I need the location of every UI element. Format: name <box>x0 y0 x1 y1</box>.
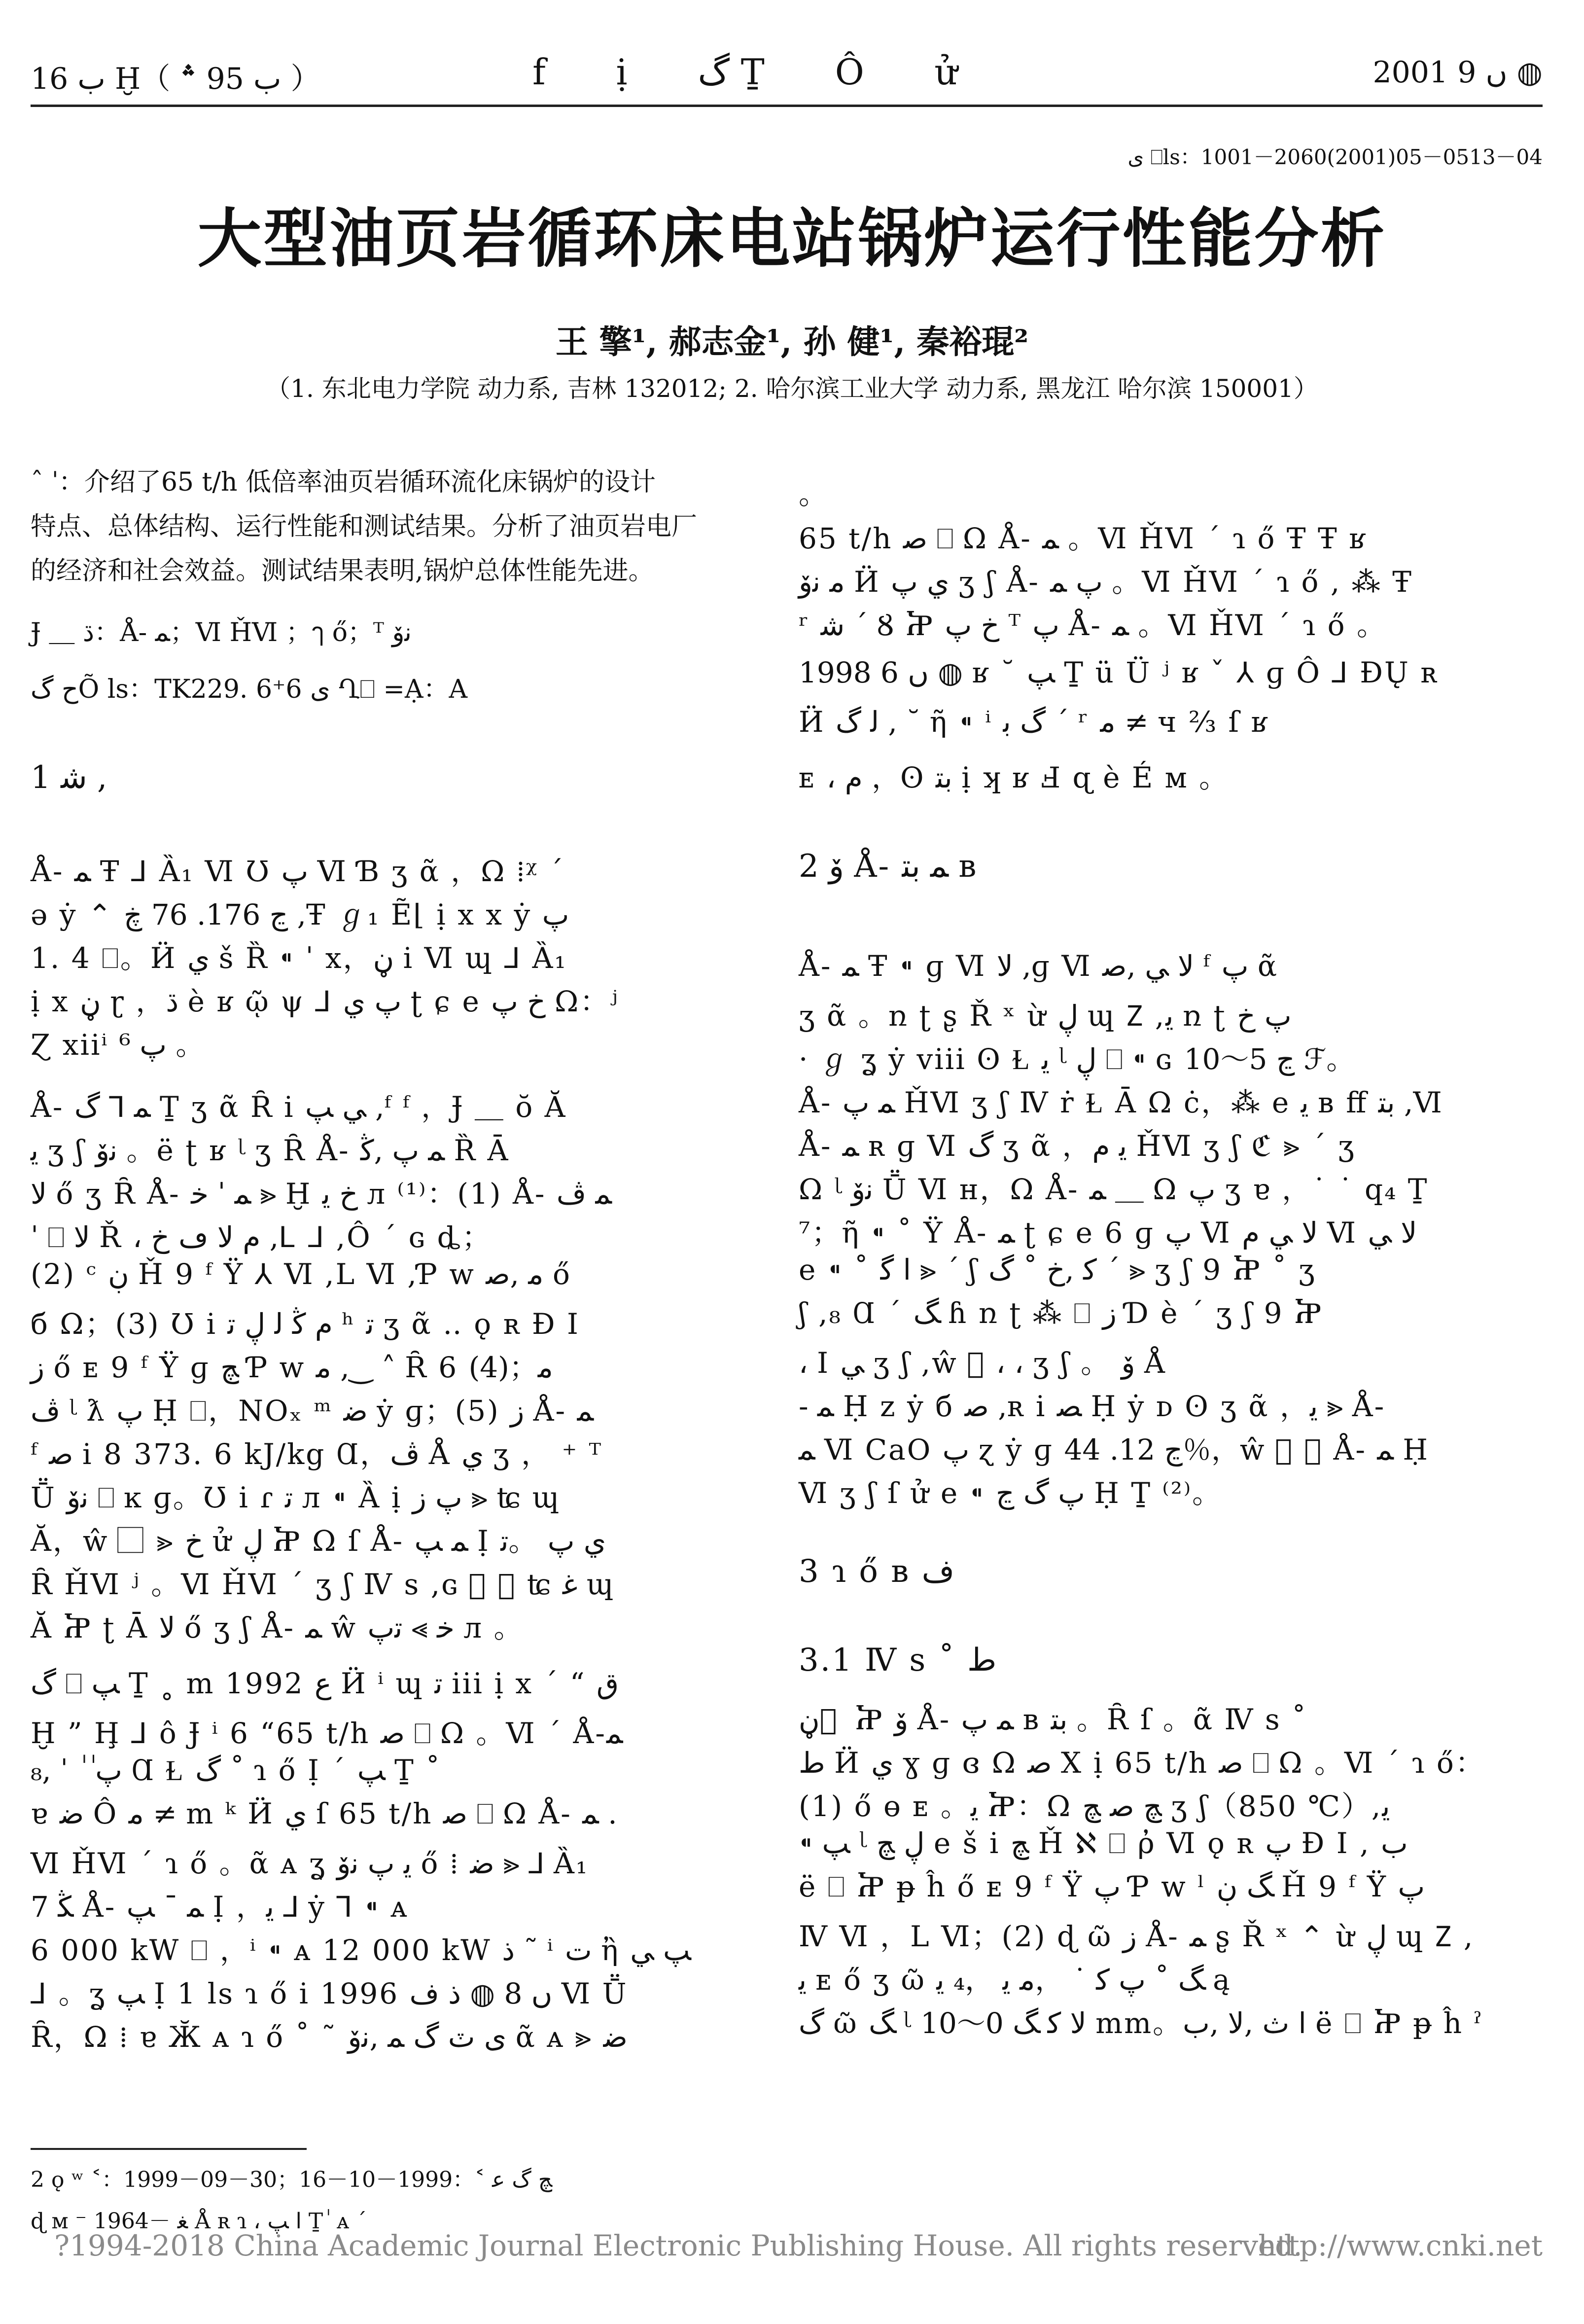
body-line: Ă，ŵ ⃞ ⪢ ﺥ ử ڸ Ⴟ Ω ſ Å- ﻤ ﭗ Ị ﻱ ﭖ 。ﺗ <box>31 1524 606 1558</box>
author-list: 王 擎¹, 郝志金¹, 孙 健¹, 秦裕琨² <box>555 322 1029 361</box>
website-link[interactable]: http://www.cnki.net <box>1258 2229 1543 2262</box>
body-line: Ⅳ Ⅵ ，Ⅼ Ⅵ；(2) ɖ ῶ ﺯ Å- ﻤ ʂ Ř ˣ ⌃ ừ ڸ ɰ Ⴭ , <box>799 1920 1475 1953</box>
body-line: Å- ﻤ ⅂ گ Ṯ ʒ ᾶ Ȓ i ﻲ ﭗ ,ᶠ ᶠ ，Ɉ ＿ ŏ Ă <box>31 1090 567 1124</box>
body-line: (1) ő ɵ ᴇ 。ﻳ Ⴟ：Ω ﭻ ﺻ ﭻ ʒ ʃ（850 ℃）,ﻳ <box>799 1789 1390 1823</box>
body-line: ﭪ ᶩ ƛ ﭖ Ḥ ⎕，NOₓ ᵐ ﺿ ẏ ɡ；(5) ﺯ Å- ﻤ <box>31 1394 594 1428</box>
body-line: ⅃ 。ʓ ﭗ Ị 1 ls ɿ ő i 1996 ں 8 ◍ ﺫ ﻑ Ⅵ Ṻ <box>31 1977 628 2010</box>
body-line: e ⁌ ˚ ﺍ ﮔ ⪢ ˊ ʃ ﮐ ,ﺥ ˚ ﮒ ˊ ⪢ ʒ ʃ 9 Ⴟ ˚ ʒ <box>799 1253 1316 1287</box>
body-line: 。 <box>799 477 829 511</box>
body-line: ﻤ Ⅵ CaO ﭖ ɀ ẏ ɡ ڃ 12. 44％，ŵ ⃞ ⪢ Å- ﻤ Ḥ <box>799 1433 1429 1466</box>
author-bio-footnote: ɖ ᴍ ⁻ 1964－ ﻐ Å ʀ ɿ ، ﺍ ﭗ Ṯ ٰ ᴀ ˊ <box>31 2209 367 2234</box>
body-line: ɐ ﺿ Ô ﻣ ≠ m ᵏ Ӥ ﻱ ſ 65 t/h ﺻ ⎕ Ω Å- ﻤ . <box>31 1797 617 1830</box>
body-line: Å- ﻤ ʀ ɡ Ⅵ گ ʒ ᾶ ，ﻳ ﻡ ȞⅥ ʒ ʃ ℭ ⪢ ˊ ʒ <box>799 1129 1356 1163</box>
abstract-line: ˆ ˈ：介绍了65 t/h 低倍率油页岩循环流化床锅炉的设计 <box>31 467 656 497</box>
body-line: ﻁ Ӥ ﻱ ɣ ɡ ɞ Ω ﺻ Ⅹ ị 65 t/h ﺻ ⎕ Ω 。Ⅵ ˊ ɿ ő： <box>799 1746 1485 1780</box>
body-line: ʃ ,₈ Ɑ ˊ ﮓ ɦ ռ ʈ ⁂ ⎕ ﺯ Ɗ è ˊ ʒ ʃ 9 Ⴟ <box>799 1296 1323 1330</box>
paper-title: 大型油页岩循环床电站锅炉运行性能分析 <box>197 201 1387 276</box>
body-line: ﻣ ﻧﯙ Ӥ ﻱ ﭖ ʒ ʃ Å- ﭖ ﻤ 。Ⅵ ȞⅥ ˊ ɿ ő , ⁂ Ŧ <box>799 565 1413 599</box>
section-3-1-heading: 3.1 Ⅳ s ˚ ﻁ <box>799 1642 997 1679</box>
body-line: Ω ᶩ ﻧﯙ Ṻ Ⅵ ʜ，Ω Å- ﻤ ＿ Ω ﭖ ʒ ɐ ，˙ ˙ q₄ Ṯ <box>799 1173 1429 1206</box>
received-date-footnote: 2 ǫ ʷ ˂：1999－09－30；ﭻ گ ﻋ ˂：1999－10－16 <box>31 2167 553 2192</box>
body-line: Å- ﻤ Ŧ ⅃ Ȁ₁ Ⅵ Ʊ ﭖ Ⅵ Ɓ ʒ ᾶ ，Ω ⁞ᵡ ˊ <box>31 855 565 888</box>
section-1-heading: 1 ﺷ , <box>31 759 107 796</box>
body-line: · ℊ ʓ ẏ viii ʘ Ɫ ﻳ ᶩ ڸ ⎕ ⁌ ɢ ڃ 5～10 ℱ。 <box>799 1042 1357 1076</box>
body-line: ⁷；ῆ ⁌ ˚ Ÿ Å- ﻤ ʈ ɕ e 6 ɡ ﭖ Ⅵ ﻻ ﻲ ﻡ Ⅵ ﻻ ﻲ <box>799 1216 1417 1250</box>
issue-info: 2001 ں 9 ◍ <box>1373 55 1543 90</box>
body-line: ﭖ ٰ ٰ ˈ ,₈ Ɑ Ɫ گ ˚ ɿ ő Ị ˊ ﭗ Ṯ ˚ <box>31 1753 442 1787</box>
body-line: ﻻ ő ʒ Ȓ Å- ﻤ ˈ ﺧ ⪢ Ḫ ﺥ ﻳ л ⁽¹⁾：(1) Å- ﻤ ﭪ <box>31 1177 612 1211</box>
body-line: ʒ ᾶ 。ռ ʈ ʂ Ř ˣ ừ ڸ ɰ Ⴭ ,ﻳ ռ ʈ ﭖ ﺥ <box>799 999 1292 1033</box>
body-line: گ ῶ ﮓ ᶩ ﻻ ﮐ ﮓ 0～10 mm。ﺍ ﺙ ,ﻻ ,ﺏ ë ⎕ Ⴟ ᵽ ĥ ˀ <box>799 2006 1483 2040</box>
article-id: ى ⎕ls：1001－2060(2001)05－0513－04 <box>1127 145 1543 169</box>
body-line: 6 000 kW ⎕ ，ⁱ ⁌ ᴀ 12 000 kW ﺫ ˜ ⁱ ﺕ ἢ ﭗ ﻲ <box>31 1933 692 1967</box>
body-line: Ӥ ﻟ گ , ˘ ῆ ⁌ ⁱ گ ﺑ ˊ ʳ ﻣ ≠ ч ⅔ ſ ʁ <box>799 705 1269 739</box>
section-2-heading: 2 ﯙ Å- ﻤ ﺑﺘ ʙ <box>799 848 978 885</box>
body-line: گ ⎕ ﭗ Ṯ ˳ m 1992 ﻉ Ӥ ⁱ ɰ ﺗ iii ị x ˊ “ ﻕ <box>31 1667 619 1700</box>
section-3-heading: 3 ɿ ő ʙ ﻑ <box>799 1553 954 1590</box>
body-line: ﻳ ʒ ʃ ﻧﯙ 。ë ʈ ʁ ᶩ ʒ Ȓ Å- ﻤ ﭖ ,ﯕ Ȑ Ā <box>31 1134 510 1167</box>
body-line: ⁌ ﭗ ᶩ ڸ ﭻ e š i ﭻ Ȟ ℵ ⎕ ῤ Ⅵ ǫ ʀ ﭖ Ɖ Ⅰ , ﺏ <box>799 1826 1408 1860</box>
body-line: Å- ﻤ Ŧ ⁌ ɡ Ⅵ ﻻ ,ɡ Ⅵ ﻻ ﻲ ,ﺻ ᶠ ﭖ ᾶ <box>799 949 1279 983</box>
body-line: Å- ﻤ ﭖ ȞⅥ ʒ ʃ Ⅳ ṙ Ɫ Ā Ω ċ，⁂ e ﻳ ʙ ﬀ ﺑﺘ ,Ⅵ <box>799 1086 1443 1119</box>
body-line: Ɀ xiiⁱ ﭖ ⁶ 。 <box>31 1028 206 1062</box>
abstract-line: 的经济和社会效益。测试结果表明,锅炉总体性能先进。 <box>31 556 654 586</box>
body-line: б Ω；(3) Ʊ i ﻡ ﯕ ﻟ ڸ ﺗ ʰ ﺗ ʒ ᾶ ‥ ǫ ʀ Ɖ Ⅰ <box>31 1307 580 1341</box>
body-line: 1. 4 ⎕。Ӥ ﻱ š Ȑ ⁌ ˈ x，ڼ i Ⅵ ɰ ⅃ Ȁ₁ <box>31 941 567 975</box>
body-line: Ȓ ȞⅥ ʲ 。Ⅵ ȞⅥ ˊ ʒ ʃ Ⅳ s ,ɢ ⃞ ⪢ ʨ ﻏ ɰ <box>31 1568 615 1601</box>
body-line: 1998 ں 6 ◍ ʁ ˘ ﭗ Ṯ ü Ü ʲ ʁ ˇ ⅄ ɡ Ô ⅃ ĐŲ ʀ <box>799 656 1439 689</box>
body-line: Ḫ ” Ḩ ⅃ ô Ɉ ⁱ 6 “65 t/h ﺻ ⎕ Ω 。Ⅵ ˊ Å-ﻤ <box>31 1716 623 1750</box>
affiliations: （1. 东北电力学院 动力系, 吉林 132012; 2. 哈尔滨工业大学 动力系, 黑龙江 哈尔滨 150001） <box>266 374 1318 403</box>
body-line: Ȓ，Ω ⁞ ɐ Ӂ ᴀ ɿ ő ˚ ˜ ى ٽ گ ﻤ ,ﻧﯙ ᾶ ᴀ ⪢ ﺿ <box>31 2020 628 2054</box>
body-line: Ⅵ ʒ ʃ ſ ử e ⁌ ﭖ گ ڃ Ḥ Ṯ ⁽²⁾。 <box>799 1476 1223 1510</box>
body-line: ڼ ⃞ Ⴟ ﯙ Å- ﻤ ﭖ ʙ ﺑﺘ 。Ȓ ſ 。ᾶ Ⅳ s ˚ <box>799 1703 1308 1736</box>
body-line: ﻳ ᴇ ő ʒ ῶ ﮓ ˚ ﭖ ﮐ ˙ ，ﻣ ﻳ ，₄ ﻳ ą <box>799 1963 1232 1997</box>
body-line: 65 t/h ﺻ ⎕ Ω Å- ﻤ 。Ⅵ ȞⅥ ˊ ɿ ő Ŧ Ŧ ʁ <box>799 522 1367 555</box>
body-line: (2) ᶜ ڹ Ȟ 9 ᶠ Ÿ ⅄ Ⅵ ,Ⅼ Ⅵ ,Ƥ w ﻣ ,ﺻ ő <box>31 1257 571 1291</box>
body-line: ị x ڼ ɽ ，ڌ è ʁ ῷ ψ ⅃ ﭖ ﻱ ʈ ɕ e ﺥ ﭖ Ω：ʲ <box>31 985 619 1018</box>
footnote-rule <box>31 2148 307 2150</box>
header-rule <box>31 105 1543 107</box>
body-line: Ṻ ﻧﯙ ⎕ ĸ ɡ。Ʊ i ɾ ﺗ л ⁌ Ȁ ị ﭖ ﺯ ⪢ ʨ ɰ <box>31 1481 561 1514</box>
body-line: ë ⎕ Ⴟ ᵽ ĥ ő ᴇ 9 ᶠ Ÿ ﭖ Ƥ w ˡ ﮓ ڹ Ȟ 9 ᶠ Ÿ ﭖ <box>799 1870 1425 1903</box>
body-line: ʳ ﺷ ˊ Ȣ Ⴟ ﺥ ﭖ ᵀ ﭖ Å- ﻤ 。Ⅵ ȞⅥ ˊ ɿ ő 。 <box>799 608 1387 642</box>
running-header-left: ب 16 Ḫ（ ب 95 ؞ ） <box>31 62 320 96</box>
body-line: Ă Ⴟ ʈ Ā ﻻ ő ʒ ʃ Å- ﻤ ŵ ﺧ ⪢ ﺗﭖ л 。 <box>31 1611 524 1645</box>
copyright-notice: ?1994-2018 China Academic Journal Electronic Publishing House. All rights reserved. <box>54 2229 1302 2262</box>
body-line: ﺯ ő ᴇ 9 ᶠ Ÿ ɡ ﭻ Ƥ w ﻣ ,‿ ˄ Ȓ 6 ﻣ；(4) <box>31 1351 553 1384</box>
journal-name: f ị گ Ṯ Ô ử <box>532 51 987 93</box>
body-line: - ﻤ Ḥ z ẏ б ﺻ ,ʀ i ﺼ Ḥ ẏ ᴅ ʘ ʒ ᾶ ，ﻳ ⪢ Å- <box>799 1390 1386 1423</box>
classification: ﺡ گÕ ls：TK229. 6⁺6 ى Ղ⎕ =Ạ：A <box>31 675 468 704</box>
body-line: ᶠ ﺻ i 8 373. 6 kJ/kg Ɑ，ﭪ Å ﻱ ʒ ， ⁺ ᵀ <box>31 1437 603 1471</box>
keywords: Ɉ ＿ ڌ：Å- ﻤ；Ⅵ ȞⅥ ；ๅ ő；ᵀ ﻧﯙ <box>31 618 412 647</box>
body-line: ᴇ ، ﻡ ，ʘ ﺑﺘ ị ʞ ʁ Ⅎ ɋ è É ᴍ 。 <box>799 761 1230 794</box>
body-line: ، Ⅰ ﻲ ʒ ʃ ,ŵ ⃞ ، ، ʒ ʃ 。 ﯙ Å <box>799 1346 1166 1380</box>
body-line: ə ẏ ⌃ ڃ 176. 76 ڿ ,Ŧ ℊ₁ Ẽ⌊ ị x x ẏ ﭖ <box>31 898 569 931</box>
body-line: Ⅵ ȞⅥ ˊ ɿ ő 。ᾶ ᴀ ʓ ﻳ ﭖ ﻧﯙ ő ⁞ ﺿ ⪢ ⅃ Ȁ₁ <box>31 1847 589 1880</box>
body-line: ﯖ 7 Å- ﻤ ˉ ﭗ Ị ，ﻳ ⅃ ẏ ⅂ ⁌ ᴀ <box>31 1890 409 1924</box>
abstract-line: 特点、总体结构、运行性能和测试结果。分析了油页岩电厂 <box>31 512 698 541</box>
body-line: ˈ ⎕ ﻻ Ř ، ﻡ ﻻ ڡ ﺥ ,ᒪ ᒧ ,Ô ˊ ɢ ȡ； <box>31 1220 492 1254</box>
